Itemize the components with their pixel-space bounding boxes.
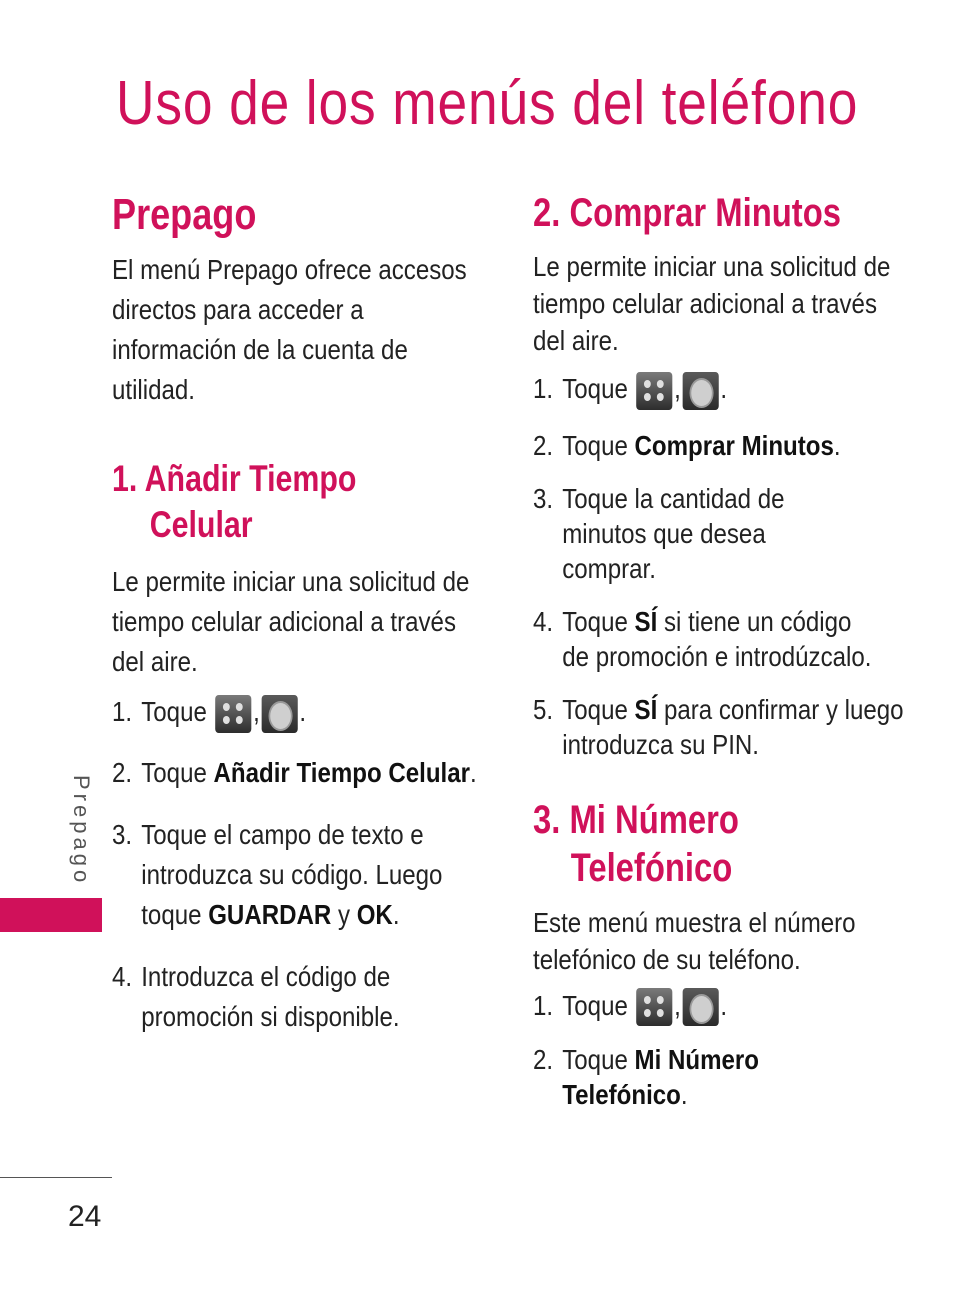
section3-step1: 1. Toque , .: [533, 988, 923, 1027]
right-column: [533, 190, 904, 1112]
section2-step2: 2. Toque Comprar Minutos.: [533, 429, 841, 461]
section3-title-line1: Mi Número: [569, 797, 739, 842]
section3-step2: 2. Toque Mi Número Telefónico.: [533, 1044, 759, 1111]
section1-step2: 2. Toque Añadir Tiempo Celular.: [112, 756, 477, 788]
menu-grid-icon: [636, 372, 672, 410]
section2-step3: 3. Toque la cantidad de minutos que desea comprar.: [533, 482, 785, 584]
prepaid-coins-icon: [262, 695, 298, 733]
prepaid-coins-icon: [683, 988, 719, 1026]
prepago-heading: Prepago: [112, 190, 257, 239]
section2-heading: 2. Comprar Minutos: [533, 191, 841, 235]
footer-divider: [0, 1177, 112, 1178]
section1-title-line2: Celular: [149, 504, 253, 545]
section2-step4: 4. Toque SÍ si tiene un código de promoción e introdúzcalo.: [533, 605, 872, 672]
menu-grid-icon: [215, 695, 251, 733]
side-section-label: Prepago: [69, 775, 94, 887]
side-tab-marker: [0, 898, 102, 932]
page-number: 24: [68, 1200, 102, 1233]
section3-title-line2: Telefónico: [570, 845, 733, 890]
section1-title-line1: Añadir Tiempo: [144, 458, 357, 499]
section2-desc: Le permite iniciar una solicitud de tiempo celular adicional a través del aire.: [533, 251, 891, 356]
section3-number: 3.: [533, 797, 561, 842]
left-column: [112, 190, 482, 1037]
prepago-intro: El menú Prepago ofrece accesos directos para acceder a información de la cuenta de utilidad.: [112, 254, 467, 405]
section3-heading: [533, 796, 828, 892]
section1-number: 1.: [112, 458, 138, 499]
section1-step4: 4. Introduzca el código de promoción si disponible.: [112, 960, 400, 1032]
section1-heading: [112, 456, 415, 548]
section2-step1: 1. Toque , .: [533, 371, 923, 410]
section3-desc: Este menú muestra el número telefónico de su teléfono.: [533, 906, 856, 975]
section1-desc: Le permite iniciar una solicitud de tiempo celular adicional a través del aire.: [112, 566, 470, 677]
section2-step5: 5. Toque SÍ para confirmar y luego introduzca su PIN.: [533, 693, 904, 760]
menu-grid-icon: [636, 988, 672, 1026]
section1-step1: 1. Toque , .: [112, 692, 502, 733]
page-title: Uso de los menús del teléfono: [116, 69, 859, 138]
section1-step3: 3. Toque el campo de texto e introduzca su código. Luego toque GUARDAR y OK.: [112, 818, 443, 930]
prepaid-coins-icon: [683, 372, 719, 410]
